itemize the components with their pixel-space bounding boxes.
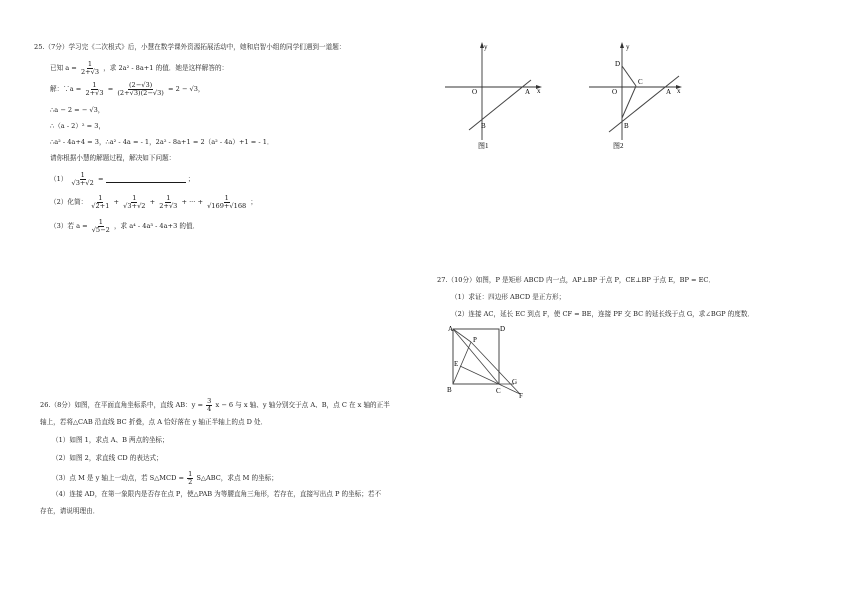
q26-part-2: （2）如图 2，求直线 CD 的表达式； xyxy=(52,454,163,462)
fig3-label-b: B xyxy=(447,386,452,394)
answer-blank xyxy=(106,176,186,183)
line-ab xyxy=(469,80,531,130)
fig1-label-x: x xyxy=(537,87,541,95)
q26-part-4: （4）连接 AD，在第一象限内是否存在点 P，使△PAB 为等腰直角三角形，若存在，直接写出点 P 的坐标；若不 xyxy=(52,490,382,498)
fig2-label-a: A xyxy=(666,88,672,96)
fig1-label-o: O xyxy=(472,88,478,96)
fig3-label-p: P xyxy=(473,336,477,344)
q26-part-4-continued: 存在，请说明理由． xyxy=(40,507,100,515)
q25-part-1: （1） $\frac{1}{√3+√2}$ = ； xyxy=(50,171,195,187)
fig3-label-f: F xyxy=(519,392,523,398)
q27-line-1: 27.（10分）如图，P 是矩形 ABCD 内一点，AP⊥BP 于点 P，CE⊥BP 于点 E，BP = EC． xyxy=(437,276,716,284)
q27-part-2: （2）连接 AC，延长 EC 到点 F，使 CF = BE，连接 PF 交 BC 的延长线于点 G，求∠BGP 的度数． xyxy=(451,310,755,318)
line-ab xyxy=(609,76,679,132)
line-bc xyxy=(622,86,636,118)
segment-ef xyxy=(460,366,520,394)
q25-step-1: ∴a − 2 = − √3， xyxy=(50,106,105,114)
q25-step-3: ∴a² - 4a+4 = 3，∴a² - 4a = - 1，2a² - 8a+1 = 2（a² - 4a）+1 = - 1． xyxy=(50,138,274,146)
fig1-caption: 图1 xyxy=(478,142,489,150)
figure-1 xyxy=(445,40,565,152)
q26-part-3: （3）点 M 是 y 轴上一动点，若 S△MCD = $\frac{1}{2}$ S△ABC，求点 M 的坐标； xyxy=(52,470,278,486)
q25-part-2: （2）化简： $\frac{1}{√2+1}$ + $\frac{1}{√3+√2}$ + $\frac{1}{2+√3}$ + ··· + $\frac{1}{√169+√168}$ ； xyxy=(50,194,257,210)
fig3-label-d: D xyxy=(500,325,506,333)
q25-given: 已知 a = $\frac{1}{2+√3}$ ，求 2a² - 8a+1 的值．她是这样解答的： xyxy=(50,60,229,76)
q25-part-3: （3）若 a = $\frac{1}{√5-2}$ ，求 a⁴ - 4a³ - 4a+3 的值． xyxy=(50,218,200,234)
fig1-label-a: A xyxy=(525,88,531,96)
y-axis-arrow-icon xyxy=(620,42,624,48)
figure-2 xyxy=(585,40,705,152)
fig1-label-y: y xyxy=(484,43,488,51)
fig3-label-g: G xyxy=(512,378,518,386)
q25-solution-line: 解：∵a = $\frac{1}{2+√3}$ = $\frac{(2-√3)}{(2+√3)(2-√3)}$ = 2 − √3， xyxy=(50,81,205,97)
fig2-label-o: O xyxy=(612,88,618,96)
q25-instruction: 请你根据小慧的解题过程，解决如下问题： xyxy=(50,154,176,162)
fig2-label-y: y xyxy=(626,43,630,51)
q26-line-2: 轴上，若将△CAB 沿直线 BC 折叠，点 A 恰好落在 y 轴正半轴上的点 D 处． xyxy=(40,418,268,426)
q25-heading: 25.（7分）学习完《二次根式》后，小慧在数学课外资源拓展活动中，她和启智小组的同学们遇到一道题： xyxy=(34,43,346,51)
fig2-label-d: D xyxy=(615,60,621,68)
fig2-label-b: B xyxy=(624,122,629,130)
fig2-label-c: C xyxy=(638,78,643,86)
fig1-label-b: B xyxy=(481,122,486,130)
fig3-label-c: C xyxy=(496,387,501,395)
q27-part-1: （1）求证：四边形 ABCD 是正方形； xyxy=(451,293,566,301)
figure-3 xyxy=(444,322,534,398)
fig3-label-a: A xyxy=(448,325,454,333)
q25-step-2: ∴（a - 2）² = 3， xyxy=(50,122,106,130)
fig2-caption: 图2 xyxy=(613,142,624,150)
line-cd xyxy=(622,66,636,86)
q26-part-1: （1）如图 1，求点 A、B 两点的坐标； xyxy=(52,436,169,444)
fig2-label-x: x xyxy=(677,87,681,95)
fig3-label-e: E xyxy=(454,360,459,368)
q26-line-1: 26.（8分）如图，在平面直角坐标系中，直线 AB：y = $\frac{3}{4}$ x − 6 与 x 轴、y 轴分别交于点 A、B，点 C 在 x 轴的正半 xyxy=(40,397,390,413)
